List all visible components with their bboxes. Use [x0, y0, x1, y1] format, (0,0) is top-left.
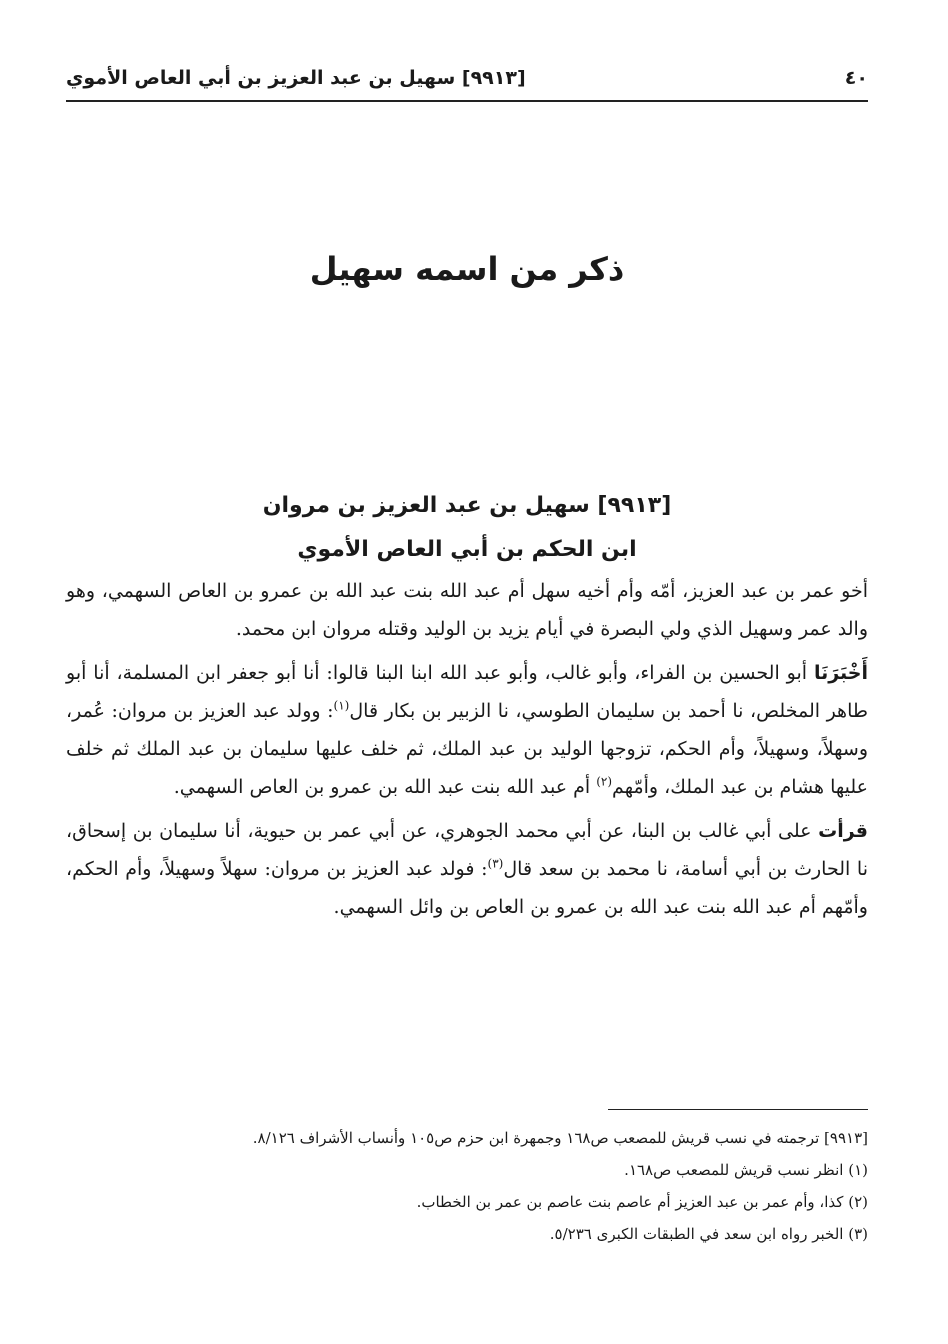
section-title: ذكر من اسمه سهيل: [309, 250, 625, 288]
footnote-source: [٩٩١٣] ترجمته في نسب قريش للمصعب ص١٦٨ وجمهرة ابن حزم ص١٠٥ وأنساب الأشراف ٨/١٢٦.: [252, 1129, 868, 1147]
footnote-1: (١) انظر نسب قريش للمصعب ص١٦٨.: [624, 1161, 868, 1179]
footnote-2: (٢) كذا، وأم عمر بن عبد العزيز أم عاصم بنت عاصم بن عمر بن الخطاب.: [416, 1193, 868, 1211]
paragraph-2-text-a: أبو الحسين بن الفراء، وأبو غالب، وأبو عبد الله ابنا البنا قالوا: أنا أبو جعفر ابن المسلمة، أنا أبو طاهر المخلص، نا أحمد بن سليمان الطوسي، نا الزبير بن بكار قال: [66, 662, 868, 722]
entry-heading: [66, 484, 868, 572]
paragraph-2-lead: أَخْبَرَنَا: [813, 662, 868, 684]
paragraph-3-text-b: : فولد عبد العزيز بن مروان: سهلاً وسهيلاً، وأم الحكم، وأمّهم أم عبد الله بنت عبد الله بن عمرو بن العاص بن وائل السهمي.: [66, 858, 868, 918]
footnote-ref-3[interactable]: (٣): [487, 856, 504, 871]
paragraph-2-text-b: : وولد عبد العزيز بن مروان: عُمر، وسهلاً، وسهيلاً، وأم الحكم، تزوجها الوليد بن عبد الملك، ثم خلف عليها سليمان بن عبد الملك ثم خلف عليها هشام بن عبد الملك، وأمّهم: [66, 700, 868, 798]
body-text: [66, 572, 868, 932]
footnote-3: (٣) الخبر رواه ابن سعد في الطبقات الكبرى ٥/٢٣٦.: [549, 1225, 868, 1243]
page-number: ٤٠: [844, 67, 868, 89]
paragraph-1: أخو عمر بن عبد العزيز، أمّه وأم أخيه سهل أم عبد الله بنت عبد الله بن عمرو بن العاص السهمي، وهو والد عمر وسهيل الذي ولي البصرة في أيام يزيد بن الوليد وقتله مروان ابن محمد.: [66, 580, 868, 640]
footnote-divider: [608, 1109, 868, 1110]
paragraph-2: [66, 654, 868, 806]
footnote-ref-1[interactable]: (١): [333, 698, 350, 713]
header-divider: [66, 100, 868, 102]
entry-heading-line-2: ابن الحكم بن أبي العاص الأموي: [297, 537, 637, 562]
footnote-ref-2[interactable]: (٢): [596, 774, 613, 789]
entry-heading-line-1: [٩٩١٣] سهيل بن عبد العزيز بن مروان: [262, 493, 672, 518]
paragraph-3-lead: قرأت: [818, 820, 868, 842]
running-header-title: [٩٩١٣] سهيل بن عبد العزيز بن أبي العاص الأموي: [66, 67, 526, 89]
footnotes: [66, 1122, 868, 1250]
paragraph-3: [66, 812, 868, 926]
paragraph-2-text-c: أم عبد الله بنت عبد الله بن عمرو بن العاص السهمي.: [173, 776, 597, 798]
paragraph-3-text-a: على أبي غالب بن البنا، عن أبي محمد الجوهري، عن أبي عمر بن حيوية، أنا سليمان بن إسحاق، نا الحارث بن أبي أسامة، نا محمد بن سعد قال: [66, 820, 869, 880]
running-header: [66, 58, 868, 98]
